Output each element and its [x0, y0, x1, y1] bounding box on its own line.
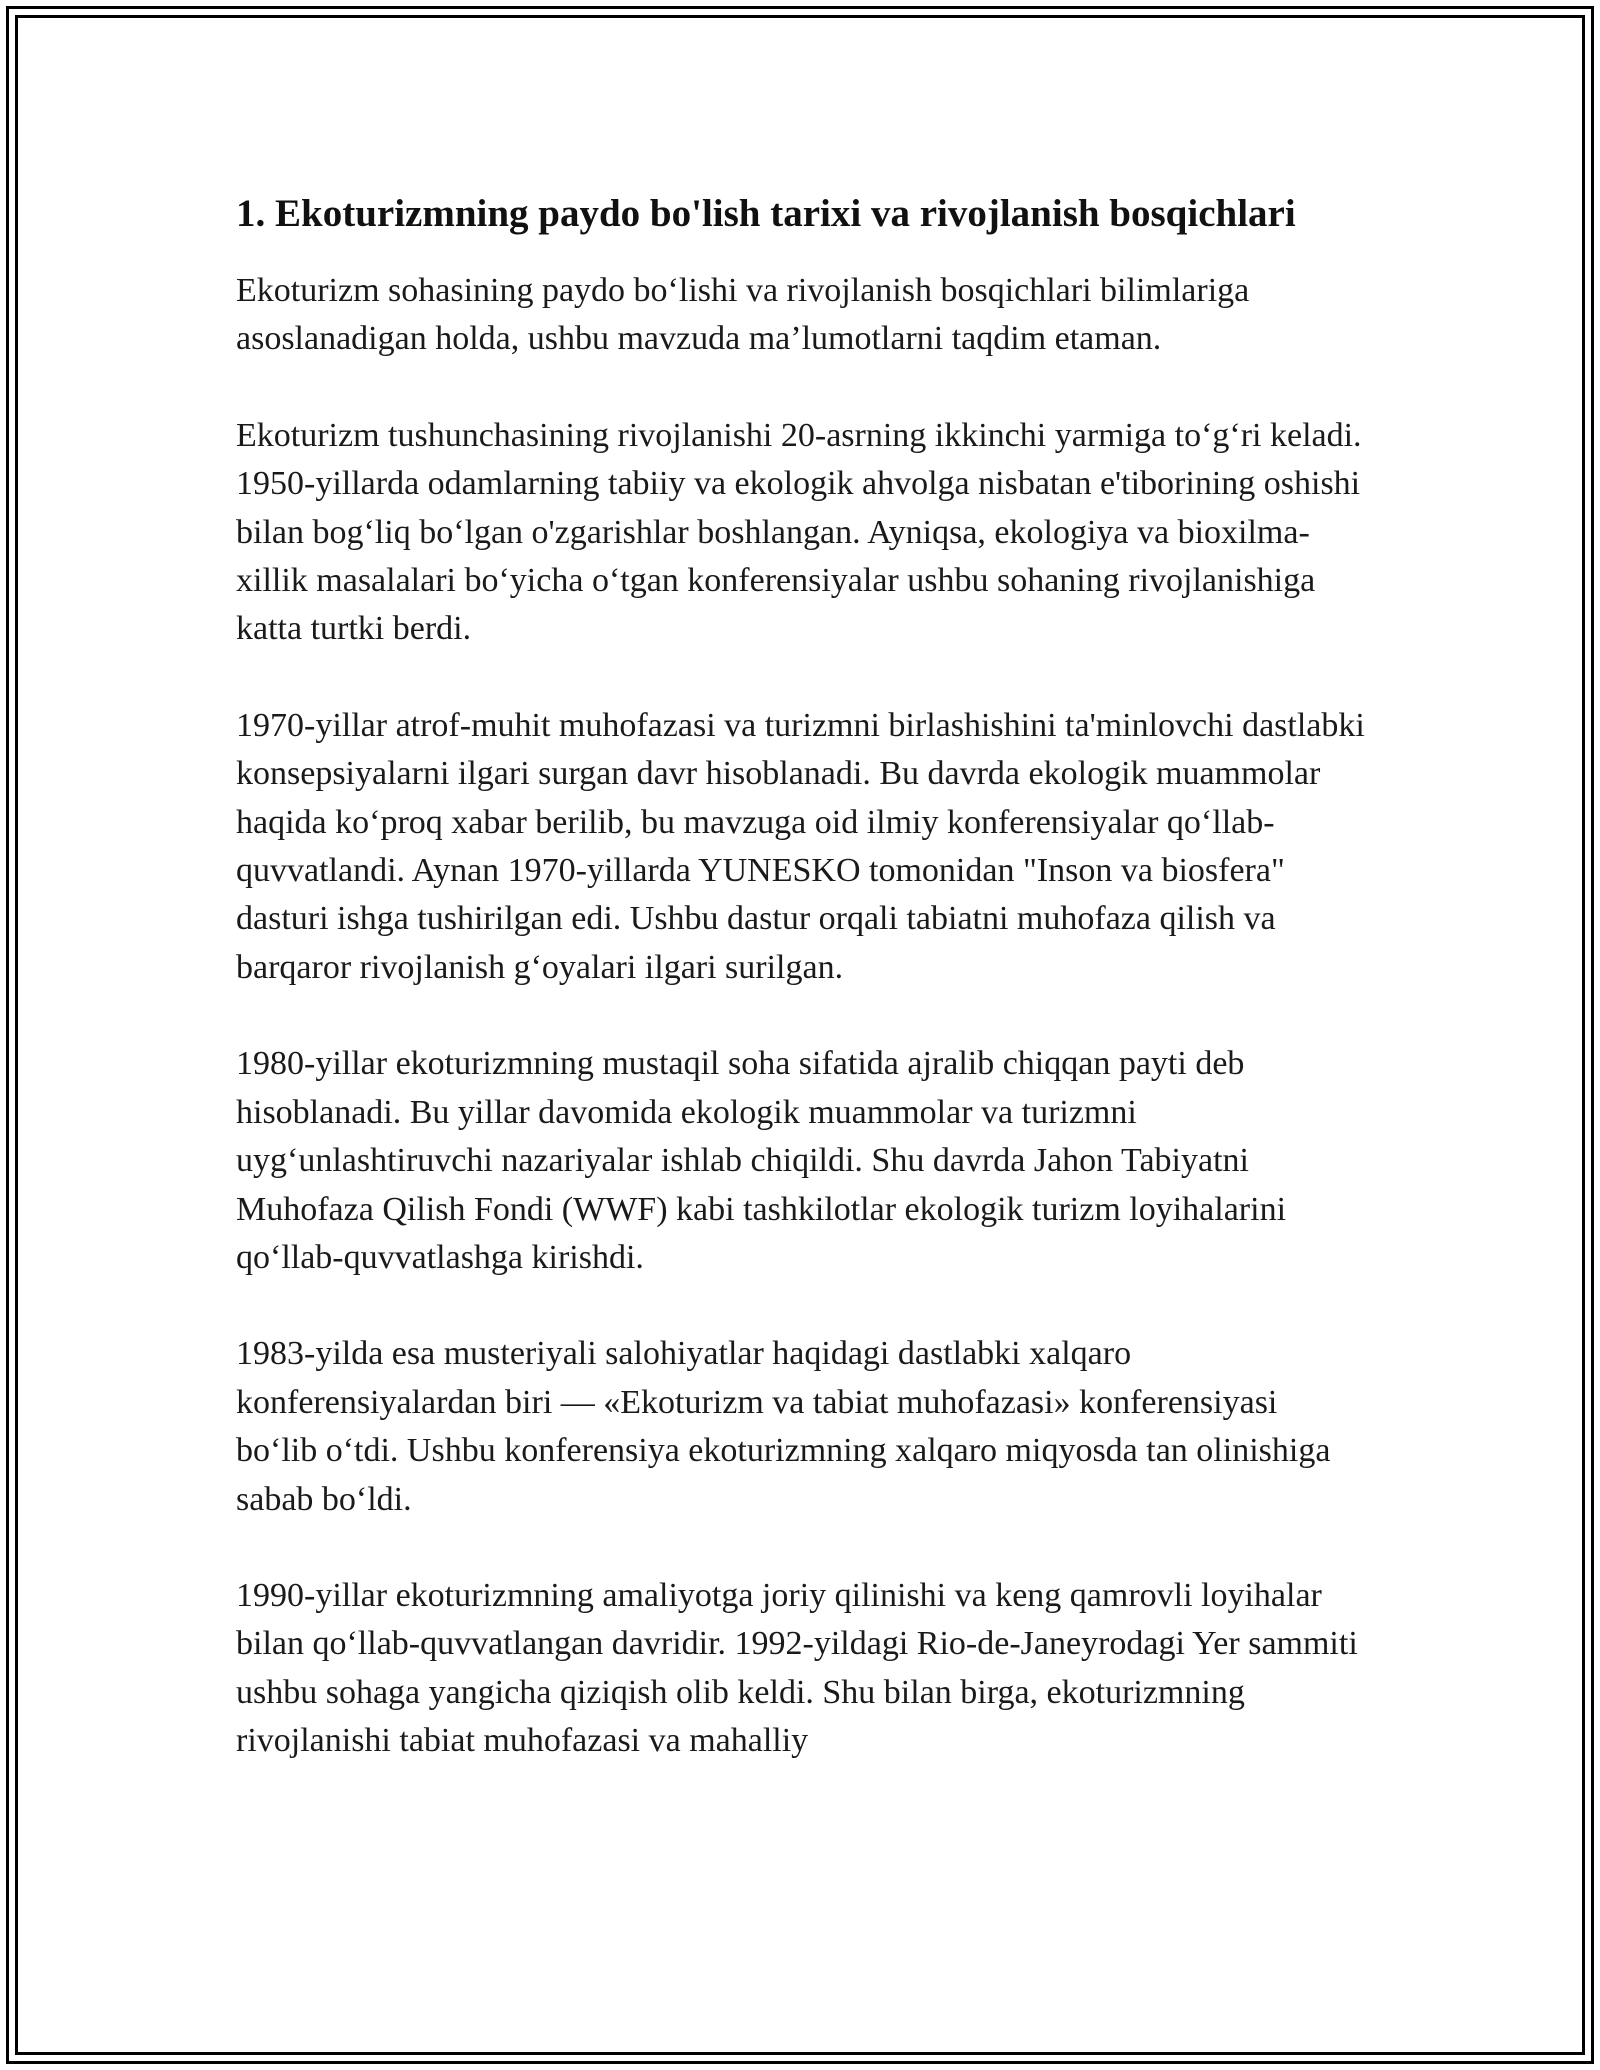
document-body [236, 186, 1366, 1814]
paragraph-intro: Ekoturizm sohasining paydo bo‘lishi va rivojlanish bosqichlari bilimlariga asoslanadigan holda, ushbu mavzuda ma’lumotlarni taqdim etaman. [236, 272, 1250, 358]
paragraph-1970s: 1970-yillar atrof-muhit muhofazasi va turizmni birlashishini ta'minlovchi dastlabki konsepsiyalarni ilgari surgan davr hisoblanadi. Bu davrda ekologik muammolar haqida ko‘proq xabar berilib, bu mavzuga oid ilmiy konferensiyalar qo‘llab-quvvatlandi. Aynan 1970-yillarda YUNESKO tomonidan "Inson va biosfera" dasturi ishga tushirilgan edi. Ushbu dastur orqali tabiatni muhofaza qilish va barqaror rivojlanish g‘oyalari ilgari surilgan. [236, 706, 1365, 986]
paragraph-1990s: 1990-yillar ekoturizmning amaliyotga joriy qilinishi va keng qamrovli loyihalar bilan qo‘llab-quvvatlangan davridir. 1992-yildagi Rio-de-Janeyrodagi Yer sammiti ushbu sohaga yangicha qiziqish olib keldi. Shu bilan birga, ekoturizmning rivojlanishi tabiat muhofazasi va mahalliy [236, 1576, 1358, 1760]
section-title: 1. Ekoturizmning paydo bo'lish tarixi va rivojlanish bosqichlari [236, 192, 1296, 235]
paragraph-1950s: Ekoturizm tushunchasining rivojlanishi 20-asrning ikkinchi yarmiga to‘g‘ri keladi. 1950-yillarda odamlarning tabiiy va ekologik ahvolga nisbatan e'tiborining oshishi bilan bog‘liq bo‘lgan o'zgarishlar boshlangan. Ayniqsa, ekologiya va bioxilma-xillik masalalari bo‘yicha o‘tgan konferensiyalar ushbu sohaning rivojlanishiga katta turtki berdi. [236, 416, 1362, 648]
paragraph-1983: 1983-yilda esa musteriyali salohiyatlar haqidagi dastlabki xalqaro konferensiyalardan biri — «Ekoturizm va tabiat muhofazasi» konferensiyasi bo‘lib o‘tdi. Ushbu konferensiya ekoturizmning xalqaro miqyosda tan olinishiga sabab bo‘ldi. [236, 1335, 1331, 1518]
paragraph-1980s: 1980-yillar ekoturizmning mustaqil soha sifatida ajralib chiqqan payti deb hisoblanadi. Bu yillar davomida ekologik muammolar va turizmni uyg‘unlashtiruvchi nazariyalar ishlab chiqildi. Shu davrda Jahon Tabiyatni Muhofaza Qilish Fondi (WWF) kabi tashkilotlar ekologik turizm loyihalarini qo‘llab-quvvatlashga kirishdi. [236, 1045, 1287, 1276]
